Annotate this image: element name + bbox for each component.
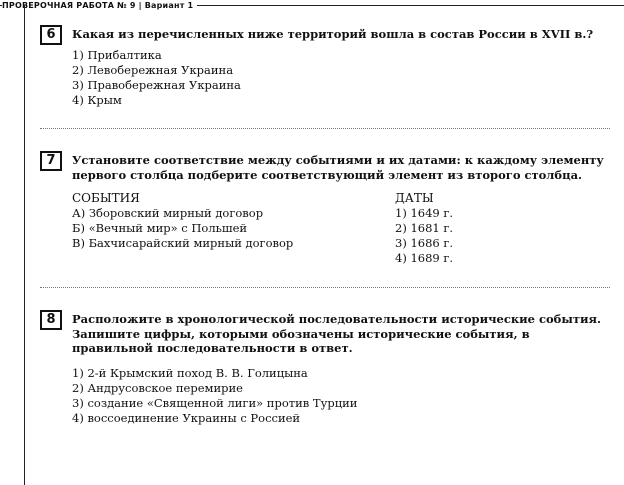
- events-header: СОБЫТИЯ: [72, 191, 140, 205]
- dates-column: [395, 191, 453, 266]
- date-item: 2) 1681 г.: [395, 221, 454, 235]
- question-6-option[interactable]: 4) Крым: [72, 93, 122, 107]
- question-6-options: [72, 48, 241, 108]
- question-8-option: 1) 2-й Крымский поход В. В. Голицына: [72, 366, 308, 380]
- question-6-option[interactable]: 2) Левобережная Украина: [72, 63, 234, 77]
- question-6-option[interactable]: 3) Правобережная Украина: [72, 78, 241, 92]
- date-item: 1) 1649 г.: [395, 206, 454, 220]
- section-divider: [40, 128, 610, 129]
- question-7-text: Установите соответствие между событиями и их датами: к каждому элементу первого столбца подберите соответствующий элемент из второго столбца.: [72, 153, 604, 182]
- question-8-option: 2) Андрусовское перемирие: [72, 381, 243, 395]
- page-header: [0, 0, 624, 12]
- question-8-text: Расположите в хронологической последовательности исторические события. Запишите цифры, которыми обозначены исторические события, в правильной последовательности в ответ.: [72, 312, 602, 355]
- page-frame-left: [24, 5, 25, 485]
- question-7-number: 7: [40, 151, 62, 171]
- date-item: 4) 1689 г.: [395, 251, 454, 265]
- question-6-number: 6: [40, 25, 62, 45]
- question-8-options: [72, 366, 357, 426]
- event-item: Б) «Вечный мир» с Польшей: [72, 221, 248, 235]
- event-item: А) Зборовский мирный договор: [72, 206, 264, 220]
- events-column: [72, 191, 293, 251]
- question-8-option: 4) воссоединение Украины с Россией: [72, 411, 301, 425]
- question-8-option: 3) создание «Священной лиги» против Турции: [72, 396, 358, 410]
- event-item: В) Бахчисарайский мирный договор: [72, 236, 294, 250]
- section-divider: [40, 287, 610, 288]
- header-label: ПРОВЕРОЧНАЯ РАБОТА № 9 | Вариант 1: [2, 0, 197, 11]
- dates-header: ДАТЫ: [395, 191, 434, 205]
- question-6-option[interactable]: 1) Прибалтика: [72, 48, 162, 62]
- date-item: 3) 1686 г.: [395, 236, 454, 250]
- question-6-text: Какая из перечисленных ниже территорий вошла в состав России в XVII в.?: [72, 27, 594, 41]
- question-8-number: 8: [40, 310, 62, 330]
